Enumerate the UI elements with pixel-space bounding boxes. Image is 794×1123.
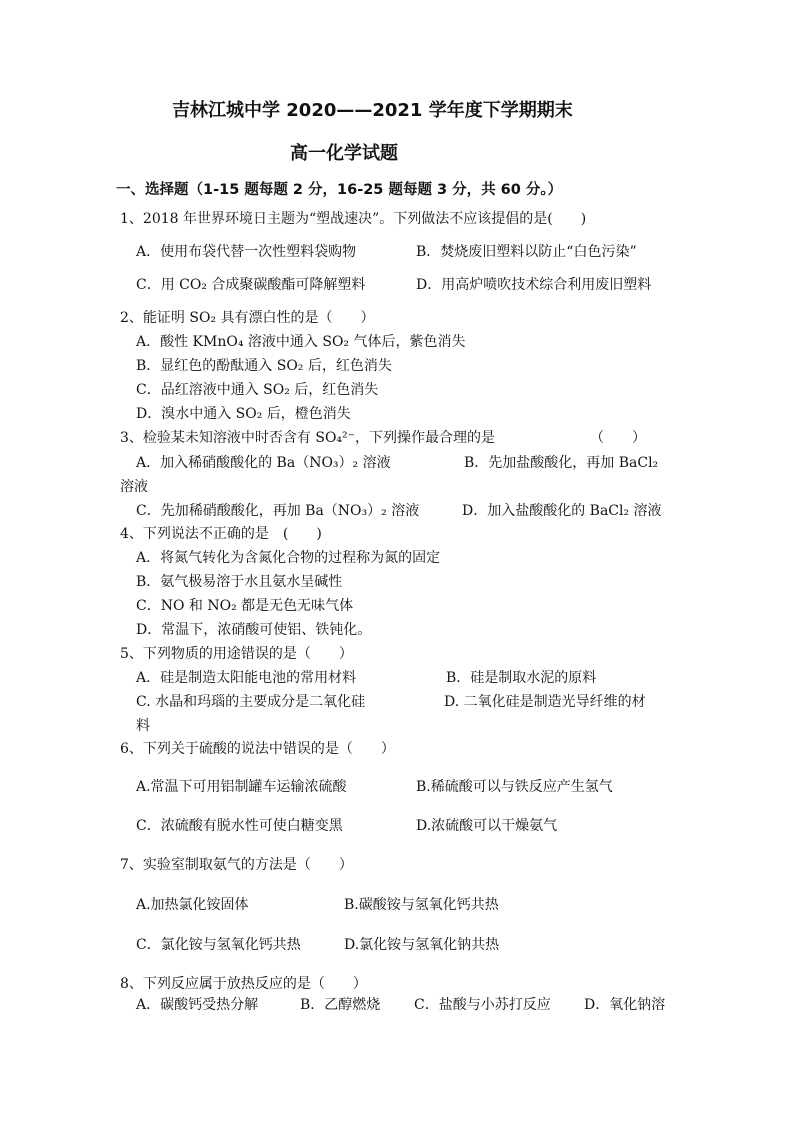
question-1-option-c: C．用 CO₂ 合成聚碳酸酯可降解塑料	[136, 277, 366, 293]
question-1-option-b: B．焚烧废旧塑料以防止“白色污染”	[416, 244, 637, 260]
question-8-option-b: B．乙醇燃烧	[300, 997, 381, 1013]
question-7-stem: 7、实验室制取氨气的方法是（ ）	[120, 857, 353, 873]
exam-title: 吉林江城中学 2020——2021 学年度下学期期末	[172, 100, 573, 121]
exam-subtitle: 高一化学试题	[290, 143, 398, 164]
question-3-option-c: C．先加稀硝酸酸化，再加 Ba（NO₃）₂ 溶液	[136, 503, 420, 519]
question-4-option-c: C．NO 和 NO₂ 都是无色无味气体	[136, 598, 354, 614]
question-4-option-d: D．常温下，浓硝酸可使铝、铁钝化。	[136, 622, 372, 638]
question-3-option-b-cont: 溶液	[120, 479, 148, 495]
question-5-option-b: B．硅是制取水泥的原料	[446, 670, 597, 686]
question-5-option-d-cont: 料	[136, 718, 150, 734]
question-5-option-d: D. 二氧化硅是制造光导纤维的材	[444, 694, 646, 710]
question-2-stem: 2、能证明 SO₂ 具有漂白性的是（ ）	[120, 310, 375, 326]
question-8-option-d: D．氧化钠溶	[584, 997, 666, 1013]
question-8-option-c: C．盐酸与小苏打反应	[414, 997, 551, 1013]
question-7-option-b: B.碳酸铵与氢氧化钙共热	[344, 897, 499, 913]
question-4-stem: 4、下列说法不正确的是 ( )	[120, 526, 322, 542]
question-2-option-a: A．酸性 KMnO₄ 溶液中通入 SO₂ 气体后，紫色消失	[136, 334, 466, 350]
question-4-option-b: B．氨气极易溶于水且氨水呈碱性	[136, 574, 343, 590]
question-5-stem: 5、下列物质的用途错误的是（ ）	[120, 646, 353, 662]
question-5-option-a: A．硅是制造太阳能电池的常用材料	[136, 670, 357, 686]
question-3-answer-paren: （ ）	[590, 430, 646, 446]
section-heading: 一、选择题（1-15 题每题 2 分，16-25 题每题 3 分，共 60 分。）	[116, 182, 563, 198]
question-8-option-a: A．碳酸钙受热分解	[136, 997, 259, 1013]
question-6-option-d: D.浓硫酸可以干燥氨气	[416, 818, 558, 834]
question-6-option-a: A.常温下可用铝制罐车运输浓硫酸	[136, 779, 347, 795]
question-3-option-b: B．先加盐酸酸化，再加 BaCl₂	[464, 455, 659, 471]
question-3-option-a: A．加入稀硝酸酸化的 Ba（NO₃）₂ 溶液	[136, 455, 391, 471]
question-6-option-c: C．浓硫酸有脱水性可使白糖变黑	[136, 818, 343, 834]
question-1-option-d: D．用高炉喷吹技术综合利用废旧塑料	[416, 277, 652, 293]
question-6-stem: 6、下列关于硫酸的说法中错误的是（ ）	[120, 741, 395, 757]
question-2-option-d: D．溴水中通入 SO₂ 后，橙色消失	[136, 406, 351, 422]
question-7-option-a: A.加热氯化铵固体	[136, 897, 249, 913]
question-5-option-c: C. 水晶和玛瑙的主要成分是二氧化硅	[136, 694, 366, 710]
question-7-option-d: D.氯化铵与氢氧化钠共热	[344, 937, 500, 953]
question-4-option-a: A．将氮气转化为含氮化合物的过程称为氮的固定	[136, 550, 441, 566]
question-3-option-d: D．加入盐酸酸化的 BaCl₂ 溶液	[462, 503, 662, 519]
question-2-option-c: C．品红溶液中通入 SO₂ 后，红色消失	[136, 382, 379, 398]
question-1-stem: 1、2018 年世界环境日主题为“塑战速决”。下列做法不应该提倡的是( )	[120, 211, 587, 227]
question-1-option-a: A．使用布袋代替一次性塑料袋购物	[136, 244, 357, 260]
question-6-option-b: B.稀硫酸可以与铁反应产生氢气	[416, 779, 613, 795]
question-2-option-b: B．显红色的酚酞通入 SO₂ 后，红色消失	[136, 358, 392, 374]
question-3-stem: 3、检验某未知溶液中时否含有 SO₄²⁻，下列操作最合理的是	[120, 430, 496, 446]
question-7-option-c: C．氯化铵与氢氧化钙共热	[136, 937, 301, 953]
question-8-stem: 8、下列反应属于放热反应的是（ ）	[120, 976, 367, 992]
